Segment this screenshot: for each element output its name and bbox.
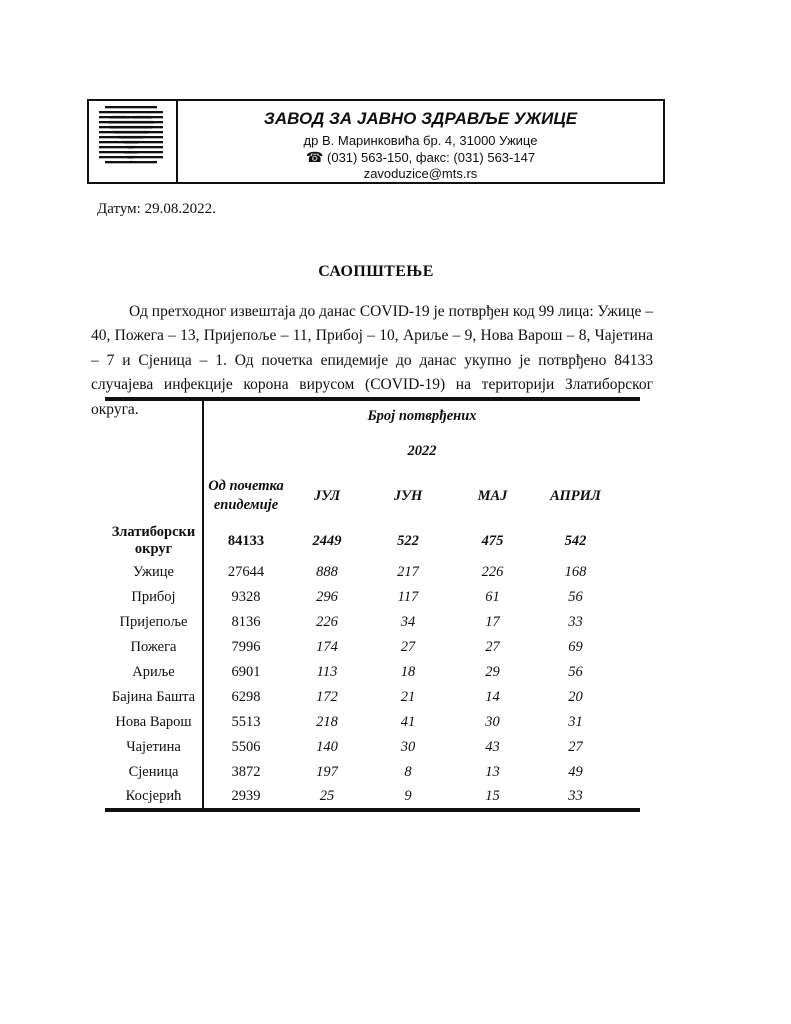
cell-jun: 522 [397, 532, 419, 549]
table-row [105, 560, 640, 585]
phone-icon: ☎ [305, 148, 324, 165]
letterhead [87, 99, 665, 184]
org-phone-line [178, 149, 663, 166]
cell-total: 7996 [231, 639, 261, 655]
cell-maj: 30 [485, 714, 500, 730]
municipality-name: Чајетина [105, 735, 203, 760]
corner-cell [105, 399, 203, 522]
cell-maj: 17 [485, 614, 500, 630]
cell-total: 84133 [227, 532, 265, 549]
cell-jul: 296 [316, 589, 338, 605]
cell-jun: 9 [404, 788, 412, 804]
cell-jun: 117 [397, 589, 419, 605]
org-name: ЗАВОД ЗА ЈАВНО ЗДРАВЉЕ УЖИЦЕ [263, 109, 578, 128]
cell-total: 8136 [231, 614, 261, 630]
cell-jul: 888 [316, 564, 338, 580]
cell-jun: 34 [400, 614, 416, 630]
cell-jul: 2449 [312, 532, 342, 549]
body-paragraph: Од претходног извештаја до данас COVID-19 је потврђен код 99 лица: Ужице – 40, Пожега – 13, Пријепоље – 11, Прибој – 10, Ариље – 9, Нова Варош – 8, Чајетина – 7 и Сјеница – 1. Од почетка епидемије до данас укупно је потврђено 84133 случајева инфекције корона вирусом (COVID-19) на територији Златиборског округа. [91, 303, 653, 418]
cell-april: 49 [568, 764, 583, 780]
cell-april: 168 [564, 564, 587, 580]
cell-april: 33 [568, 614, 583, 630]
municipality-name: Бајина Башта [105, 685, 203, 710]
cell-total: 2939 [231, 788, 261, 804]
cell-jun: 217 [397, 564, 419, 580]
cell-jul: 172 [316, 689, 338, 705]
column-header-since-start: Од почетка епидемије [208, 478, 284, 513]
column-header-april: АПРИЛ [550, 487, 601, 504]
cell-maj: 61 [485, 589, 500, 605]
cell-maj: 27 [485, 639, 500, 655]
group-header: Број потврђених [367, 408, 477, 424]
table-row [105, 610, 640, 635]
cell-jul: 113 [316, 664, 338, 680]
table-row [105, 635, 640, 660]
date-line: Датум: 29.08.2022. [97, 201, 216, 217]
cell-april: 56 [568, 589, 583, 605]
year-header: 2022 [407, 442, 437, 459]
column-header-jul: ЈУЛ [313, 487, 341, 504]
municipality-name: Нова Варош [105, 710, 203, 735]
cell-jul: 25 [319, 788, 335, 804]
municipality-name: Пожега [105, 635, 203, 660]
cell-april: 20 [568, 689, 583, 705]
cell-april: 69 [568, 639, 583, 655]
table-row [105, 785, 640, 810]
cell-total: 5513 [231, 714, 261, 730]
cell-total: 6298 [231, 689, 261, 705]
cell-maj: 13 [485, 764, 500, 780]
cell-april: 33 [568, 788, 583, 804]
cell-jun: 41 [400, 714, 416, 730]
cell-total: 9328 [231, 589, 261, 605]
cell-maj: 43 [485, 739, 500, 755]
table-row [105, 710, 640, 735]
cell-total: 27644 [227, 564, 265, 580]
covid-statistics-table [105, 397, 640, 812]
cell-jul: 174 [316, 639, 338, 655]
table-row [105, 585, 640, 610]
group-header-row [105, 399, 640, 432]
column-header-maj: МАЈ [477, 487, 508, 504]
org-email: zavoduzice@mts.rs [363, 165, 478, 181]
table-row [105, 735, 640, 760]
municipality-name: Сјеница [105, 760, 203, 785]
cell-maj: 475 [481, 532, 504, 549]
cell-jun: 27 [400, 639, 416, 655]
cell-maj: 226 [481, 564, 504, 580]
municipality-name: Прибој [105, 585, 203, 610]
cell-total: 5506 [231, 739, 261, 755]
org-address: др В. Маринковића бр. 4, 31000 Ужице [303, 132, 538, 148]
cell-maj: 29 [485, 664, 500, 680]
region-name: Златиборски округ [105, 522, 203, 560]
table-row [105, 760, 640, 785]
cell-maj: 14 [485, 689, 500, 705]
cell-total: 3872 [231, 764, 261, 780]
letterhead-text [178, 101, 663, 182]
document-title: САОПШТЕЊЕ [318, 263, 434, 280]
municipality-name: Ужице [105, 560, 203, 585]
table-row-district-total [105, 522, 640, 560]
cell-jun: 30 [400, 739, 416, 755]
institute-logo-icon [96, 106, 166, 168]
cell-april: 56 [568, 664, 583, 680]
column-header-jun: ЈУН [393, 487, 423, 504]
cell-jun: 18 [400, 664, 416, 680]
cell-april: 27 [568, 739, 583, 755]
municipality-name: Ариље [105, 660, 203, 685]
cell-jul: 218 [316, 714, 338, 730]
cell-april: 31 [568, 714, 583, 730]
cell-jul: 226 [316, 614, 338, 630]
municipality-name: Пријепоље [105, 610, 203, 635]
cell-jun: 21 [400, 689, 416, 705]
cell-total: 6901 [231, 664, 261, 680]
logo-cell [89, 101, 178, 182]
cell-jul: 197 [316, 764, 338, 780]
table-row [105, 660, 640, 685]
cell-maj: 15 [485, 788, 500, 804]
table-row [105, 685, 640, 710]
cell-jun: 8 [404, 764, 412, 780]
municipality-name: Косјерић [105, 785, 203, 810]
phone-numbers: (031) 563-150, факс: (031) 563-147 [327, 149, 536, 165]
cell-april: 542 [564, 532, 587, 549]
cell-jul: 140 [316, 739, 338, 755]
